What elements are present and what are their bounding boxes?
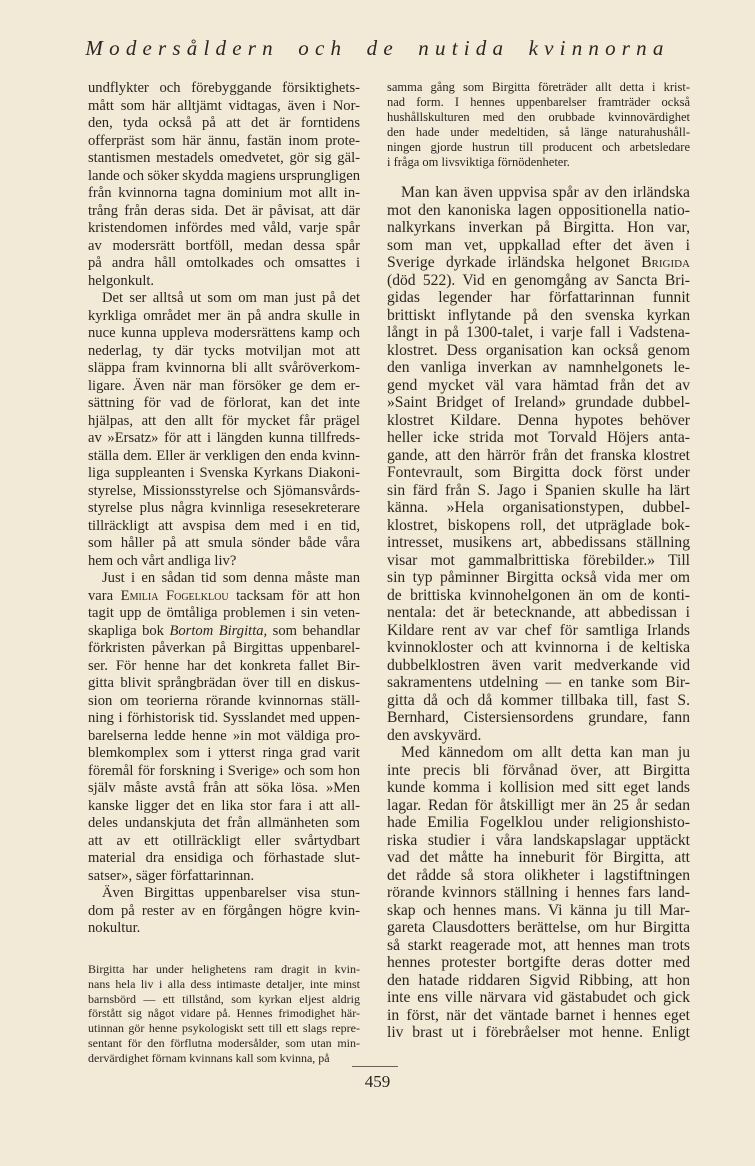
footnote-line: förstått sig något vidare på. Hennes frimodighet här- (88, 1006, 360, 1021)
footnote-line: sentant för den förflutna modersålder, som utan min- (88, 1035, 360, 1050)
text-line: in först, när det väntade barnet i hennes eget (387, 1006, 690, 1024)
text-line: heller icke strida mot Torvald Höjers anta- (387, 429, 690, 446)
text-line: Just i en sådan tid som denna måste man (102, 570, 360, 586)
text-line: det rådde så stora olikheter i lagstiftningen (387, 866, 690, 884)
text-line: barelserna ledde henne »in mot väldiga pro- (88, 727, 360, 744)
text-line: tagit upp de ömtåliga problemen i sin veten- (88, 605, 360, 621)
text-line: ser. För henne har det konkreta fallet Bir- (88, 657, 360, 674)
text-line: kanske ligger det en lika stor fara i att all- (88, 797, 360, 814)
text-line: inte precis bli förvånad över, att Birgitta (387, 761, 691, 779)
page-number: 459 (364, 1072, 391, 1091)
footnote-line: dervärdighet förnam kvinnans kall som kvinna, på (88, 1050, 330, 1065)
text-line: kunde komma i kollision med sitt eget lands (387, 779, 691, 796)
text-segment: som behandlar (267, 622, 360, 639)
footnote-line: nad form. I hennes uppenbarelser framträder också (387, 95, 690, 109)
footnote-line: hushållskulturen med den orubbade kvinnovärdighet (387, 110, 690, 124)
text-line: lagar. Redan för åtskilligt mer än 25 år sedan (387, 796, 690, 814)
text-line: styrelse plus några kvinnliga resesekreterare (88, 500, 360, 516)
text-line: ställa dem. Eller är verkligen den enda kvinn- (88, 447, 360, 464)
text-line: tillräckligt att avspisa dem med i en tid, (88, 517, 360, 534)
text-line: långt in på 1300-talet, i varje fall i Vadstena- (387, 324, 690, 341)
text-line: Kildare rent av var chef för samtliga Irlands (387, 621, 690, 639)
text-line: de brittiska kvinnohelgonen än om de konti- (387, 586, 690, 604)
text-line (88, 623, 360, 641)
footnote-line: den hade under medeltiden, så länge naturahushåll- (387, 125, 690, 139)
text-line: som håller på att smula sönder både våra (88, 535, 360, 551)
text-line: sion om teorierna rörande kvinnornas ställ- (88, 692, 361, 709)
running-header: Modersåldern och de nutida kvinnorna (85, 36, 670, 60)
text-line: ligare. Även när man försöker ge dem er- (88, 377, 360, 394)
text-line: klostret Kildare. Denna hypotes behöver (387, 411, 690, 429)
footnote-line: utinnan gör henne psykologiskt sett till ett slags repre- (88, 1021, 360, 1036)
text-line: den vanliga inverkan av namnhelgonets le- (387, 359, 690, 376)
text-line: gitta blivit språngbrädan över till en diskus- (88, 675, 360, 691)
text-line: gidas legender har författarinnan funnit (387, 289, 690, 306)
text-line: som man vet, uppkallad efter det även i (387, 236, 691, 254)
text-line: (död 522). Vid en genomgång av Sancta Bri- (387, 271, 690, 289)
text-line: deles undanskjuta det från allmänheten som (88, 815, 360, 831)
text-line: skap och hennes mans. Vi känna ju till Mar- (387, 901, 690, 919)
text-line: gend mycket väl vara hämtad från det av (387, 376, 690, 394)
name-small-caps: Emilia Fogelklou (120, 587, 229, 604)
text-line: av »Ersatz» för att i längden kunna tillfreds- (88, 430, 360, 446)
text-line: Man kan även uppvisa spår av den irländska (401, 184, 690, 201)
text-line: från kvinnorna tagna dominium mot allt in- (88, 185, 360, 201)
text-line: själv måste avstå från att söka lösa. »Men (88, 780, 360, 796)
text-line: klostret, biskopens roll, det utpräglade bok- (387, 516, 690, 534)
text-line: hade Emilia Fogelklou under religionshisto- (387, 814, 690, 831)
text-line: stantismen mestadels omedvetet, gör sig gäl- (88, 150, 360, 166)
book-title: Bortom Birgitta, (169, 622, 268, 639)
text-line: dom på rester av en förgången högre kvin- (88, 902, 360, 919)
text-line: den avskyvärd. (387, 726, 482, 744)
footnote-line: ningen gjorde hustrun till producent och arbetsledare (387, 140, 690, 154)
text-line (88, 588, 360, 606)
text-line: den, tyda också på att det är forntidens (88, 115, 361, 131)
text-line: mått som här alltjämt vidtagas, även i Nor- (88, 97, 360, 114)
text-line: gande, att den härrör från det franska klostret (387, 446, 690, 464)
text-line: gitta då och då kommer tillbaka till, fast S. (387, 691, 690, 709)
text-segment: tacksam för att hon (228, 587, 361, 604)
text-line: sin typ påminner Birgitta också vida mer om (387, 569, 690, 586)
text-line: nokultur. (88, 920, 141, 936)
text-line: trång från deras sida. Det är påvisat, att där (88, 202, 360, 219)
text-line: föremål för forskning i Sverige» och som hon (88, 762, 360, 779)
text-line: helgonkult. (88, 272, 155, 289)
text-line: förkristen påverkan på Birgittas uppenbarel- (88, 640, 360, 656)
text-line: visar mot gammalbrittiska förebilder.» Till (387, 551, 690, 569)
text-line: intresset, musikens art, abbedissans ställning (387, 534, 690, 551)
footnote-line: Birgitta har under helighetens ram dragit in kvin- (88, 962, 360, 976)
text-line: mot den kanoniska lagen oppositionella natio- (387, 201, 690, 219)
text-line: kristendomen infördes med våld, varje spår (88, 220, 360, 236)
text-line: vad det måtte ha inneburit för Birgitta, att (387, 849, 690, 866)
text-line: nentala: det är betecknande, att abbedissan i (387, 604, 690, 621)
text-line: klostret. Dess organisation kan också genom (387, 341, 690, 359)
text-line: kyrkliga området mer än på andra skulle in (88, 307, 360, 324)
right-column-body (387, 184, 690, 1042)
page-number-rule (352, 1066, 398, 1067)
text-line: nederlag, ty där tycks motviljan mot att (88, 342, 360, 359)
text-line: sakramentens utdelning — en tanke som Bir- (387, 674, 690, 691)
text-line: nuce kunna uppleva modersrättens kamp och (88, 325, 360, 341)
text-line: gareta Clausdotters berättelse, om hur Birgitta (387, 919, 690, 936)
footnote-line: nans hela liv i alla dess intimaste detaljer, inte minst (88, 976, 361, 991)
name-small-caps: Brigida (641, 254, 690, 271)
text-line: av modersrätt bortföll, medan dessa spår (88, 237, 361, 254)
text-line: Bernhard, Cistersiensordens grundare, fann (387, 709, 690, 726)
text-line: undflykter och förebyggande försiktighets- (88, 80, 360, 96)
text-line: inte ens ville närvara vid gästabudet och gick (387, 989, 691, 1006)
text-line: Med kännedom om allt detta kan man ju (401, 744, 690, 761)
text-line: riska studier i våra landskapslagar upptäckt (387, 831, 690, 849)
text-line: blemkomplex som i ytterst ringa grad varit (88, 745, 360, 761)
text-line: ning i förhistorisk tid. Sysslandet med uppen- (88, 710, 360, 726)
text-line: Fontevrault, som Birgitta dock först under (387, 464, 690, 481)
text-line: hem och vårt andliga liv? (88, 552, 237, 569)
text-line: att av ett otillräckligt eller svårtydbart (88, 832, 360, 849)
text-line: rörande kvinnors ställning i hennes fars land- (387, 884, 690, 901)
text-line: Även Birgittas uppenbarelser visa stun- (102, 885, 361, 901)
right-column-footnote (387, 80, 690, 170)
footnote-line: barnsbörd — ett tillstånd, som kyrkan eljest aldrig (88, 991, 360, 1006)
text-line: på andra håll omtolkades och omsattes i (88, 255, 360, 271)
text-line: »Saint Bridget of Ireland» grundade dubbel- (387, 394, 690, 411)
text-segment: skapliga bok (88, 622, 170, 639)
text-line: material dra ensidiga och förhastade slut- (88, 850, 360, 866)
text-segment: Sverige dyrkade irländska helgonet (387, 254, 642, 271)
left-column-body (88, 80, 360, 938)
text-line: Det ser alltså ut som om man just på det (102, 290, 360, 306)
text-line: liv brast ut i förebråelser mot henne. Enligt (387, 1024, 690, 1041)
text-line: kvinnokloster och att kvinnorna i de keltiska (387, 639, 690, 656)
text-line: dubbelklostren även varit medverkande vid (387, 656, 690, 674)
text-line (387, 254, 690, 272)
text-line: den hatade riddaren Sigvid Ribbing, att hon (387, 971, 690, 989)
footnote-line: i fråga om livsviktiga förnödenheter. (387, 155, 570, 169)
text-line: släppa fram kvinnorna bli allt svåröverkom- (88, 360, 360, 376)
text-line: känna. »Hela organisationstypen, dubbel- (387, 499, 690, 516)
text-line: styrelse, Missionsstyrelse och Sjömansvårds- (88, 482, 360, 499)
footnote-line: samma gång som Birgitta företräder allt detta i krist- (387, 80, 691, 94)
left-column-footnote (88, 962, 360, 1066)
text-line: nalkyrkans inverkan på Birgitta. Hon var, (387, 219, 690, 236)
text-segment: vara (88, 587, 121, 604)
text-line: lande och söker skydda magiens ursprungligen (88, 167, 360, 184)
text-line: hjälpas, att den allt för mycket får prägel (88, 412, 360, 429)
text-line: offerpräst som här ännu, fastän inom prote- (88, 132, 360, 149)
text-line: brittiskt inflytande på den svenska kyrkan (387, 306, 690, 324)
text-line: hennes protester bortgifte deras dotter med (387, 954, 690, 971)
text-line: sin färd från S. Jago i Spanien skulle ha lärt (387, 481, 690, 499)
text-line: sättning för vad de förlorat, kan det inte (88, 395, 360, 411)
text-line: satser», säger författarinnan. (88, 867, 255, 884)
text-line: så starkt reagerade mot, att hennes man trots (387, 936, 690, 954)
text-line: liga suppleanten i Svenska Kyrkans Diakoni- (88, 465, 360, 481)
